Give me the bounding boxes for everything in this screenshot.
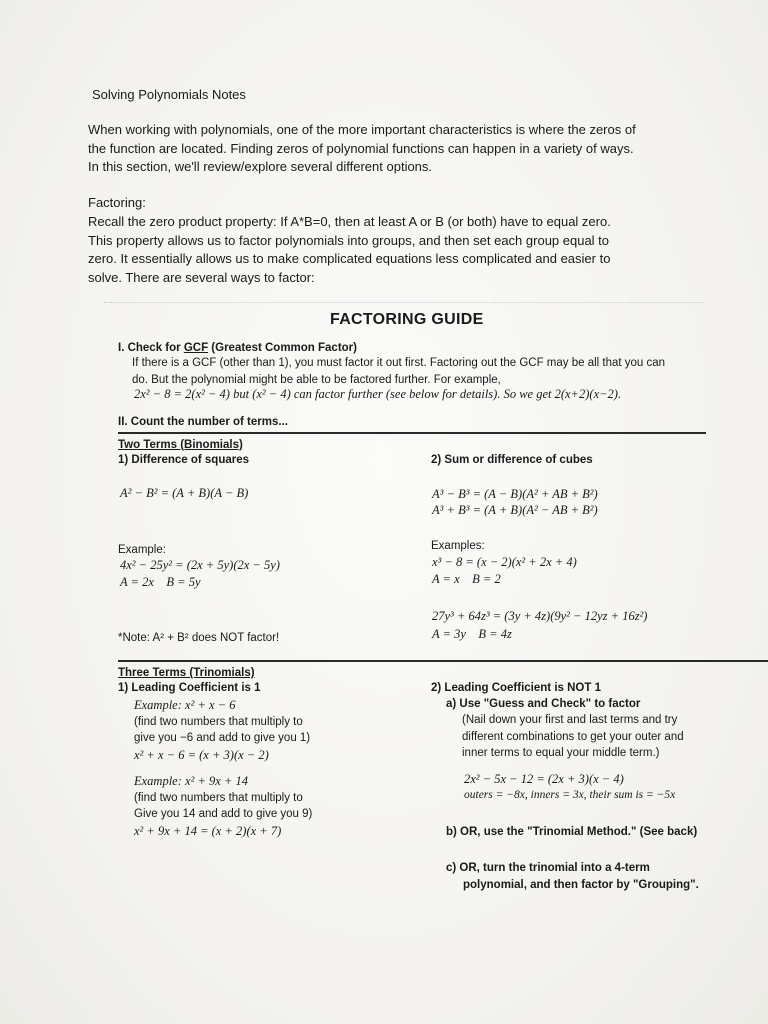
intro-line: In this section, we'll review/explore several different options. (88, 159, 433, 174)
factoring-text (88, 213, 728, 287)
gcf-line: If there is a GCF (other than 1), you must factor it out first. Factoring out the GCF may be all that you can (132, 357, 666, 369)
intro-line: the function are located. Finding zeros of polynomial functions can happen in a variety of ways. (88, 140, 634, 156)
grouping-line: c) OR, turn the trinomial into a 4-term (446, 862, 650, 874)
lc1-example1 (134, 697, 374, 763)
lc1-ex1-result: x² + x − 6 = (x + 3)(x − 2) (134, 747, 269, 762)
guess-check-line: inner terms to equal your middle term.) (462, 747, 660, 759)
rule (118, 432, 706, 434)
lc1-ex1-label: Example: x² + x − 6 (134, 698, 236, 712)
intro-line: When working with polynomials, one of the more important characteristics is where the zeros of (88, 122, 636, 137)
factoring-line: Recall the zero product property: If A*B=0, then at least A or B (or both) have to equal zero. (88, 214, 611, 229)
rule (118, 660, 768, 662)
example-label: Example: (118, 544, 166, 556)
cubes-formula-sum: A³ + B³ = (A + B)(A² − AB + B²) (432, 503, 598, 517)
lc1-ex2-note: (find two numbers that multiply to (134, 791, 303, 804)
trinomial-method: b) OR, use the "Trinomial Method." (See back) (446, 826, 698, 838)
diff-squares-label: 1) Difference of squares (118, 454, 250, 466)
cubes-ab2: A = 3y B = 4z (432, 627, 512, 641)
cubes-example2: 27y³ + 64z³ = (3y + 4z)(9y² − 12yz + 16z²) (432, 609, 648, 623)
grouping-line: polynomial, and then factor by "Grouping". (463, 878, 699, 891)
factoring-label: Factoring: (88, 195, 146, 210)
gcf-text (132, 355, 732, 388)
lc1-label: 1) Leading Coefficient is 1 (118, 682, 261, 694)
cubes-formula-diff: A³ − B³ = (A − B)(A² + AB + B²) (432, 487, 598, 501)
gcf-line: do. But the polynomial might be able to be factored further. For example, (132, 373, 501, 386)
factoring-line: solve. There are several ways to factor: (88, 269, 315, 285)
guess-check-example: 2x² − 5x − 12 = (2x + 3)(x − 4) (464, 772, 624, 786)
factoring-line: zero. It essentially allows us to make complicated equations less complicated and easier to (88, 251, 611, 266)
diff-squares-formula: A² − B² = (A + B)(A − B) (120, 486, 249, 500)
lc1-ex1-note: (find two numbers that multiply to (134, 715, 303, 728)
two-terms-heading: Two Terms (Binomials) (118, 439, 243, 451)
lc-not1-label: 2) Leading Coefficient is NOT 1 (431, 682, 601, 694)
guess-check-line: (Nail down your first and last terms and try (462, 714, 678, 726)
gcf-post: (Greatest Common Factor) (208, 342, 357, 354)
factoring-line: This property allows us to factor polynomials into groups, and then set each group equal to (88, 232, 610, 248)
gcf-pre: I. Check for (118, 342, 184, 354)
divider (104, 302, 704, 303)
notes-heading: Solving Polynomials Notes (92, 87, 246, 102)
lc1-ex2-result: x² + 9x + 14 = (x + 2)(x + 7) (134, 823, 282, 838)
notes-intro (88, 121, 728, 177)
diff-squares-example: 4x² − 25y² = (2x + 5y)(2x − 5y) (120, 558, 280, 572)
cubes-example1: x³ − 8 = (x − 2)(x² + 2x + 4) (432, 555, 577, 569)
gcf-abbr: GCF (183, 342, 209, 354)
guide-title: FACTORING GUIDE (330, 311, 484, 328)
guess-check-outers: outers = −8x, inners = 3x, their sum is = −5x (464, 789, 676, 801)
three-terms-heading: Three Terms (Trinomials) (118, 667, 255, 679)
guess-check-note (462, 712, 752, 762)
guess-check-line: different combinations to get your outer and (462, 730, 684, 743)
lc1-example2 (134, 773, 374, 839)
cubes-label: 2) Sum or difference of cubes (431, 454, 593, 466)
diff-squares-ab: A = 2x B = 5y (120, 575, 201, 589)
lc1-ex2-label: Example: x² + 9x + 14 (134, 774, 248, 788)
lc1-ex1-note: give you −6 and add to give you 1) (134, 732, 311, 744)
count-terms-heading: II. Count the number of terms... (118, 416, 288, 428)
cubes-ab1: A = x B = 2 (432, 572, 501, 586)
guess-check-label: a) Use "Guess and Check" to factor (446, 698, 641, 710)
gcf-example: 2x² − 8 = 2(x² − 4) but (x² − 4) can factor further (see below for details). So we get 2(x+2)(x−2). (134, 387, 622, 401)
note-text: *Note: A² + B² does NOT factor! (118, 632, 280, 644)
examples-label: Examples: (431, 540, 485, 552)
lc1-ex2-note: Give you 14 and add to give you 9) (134, 808, 313, 820)
grouping-method (446, 860, 746, 893)
